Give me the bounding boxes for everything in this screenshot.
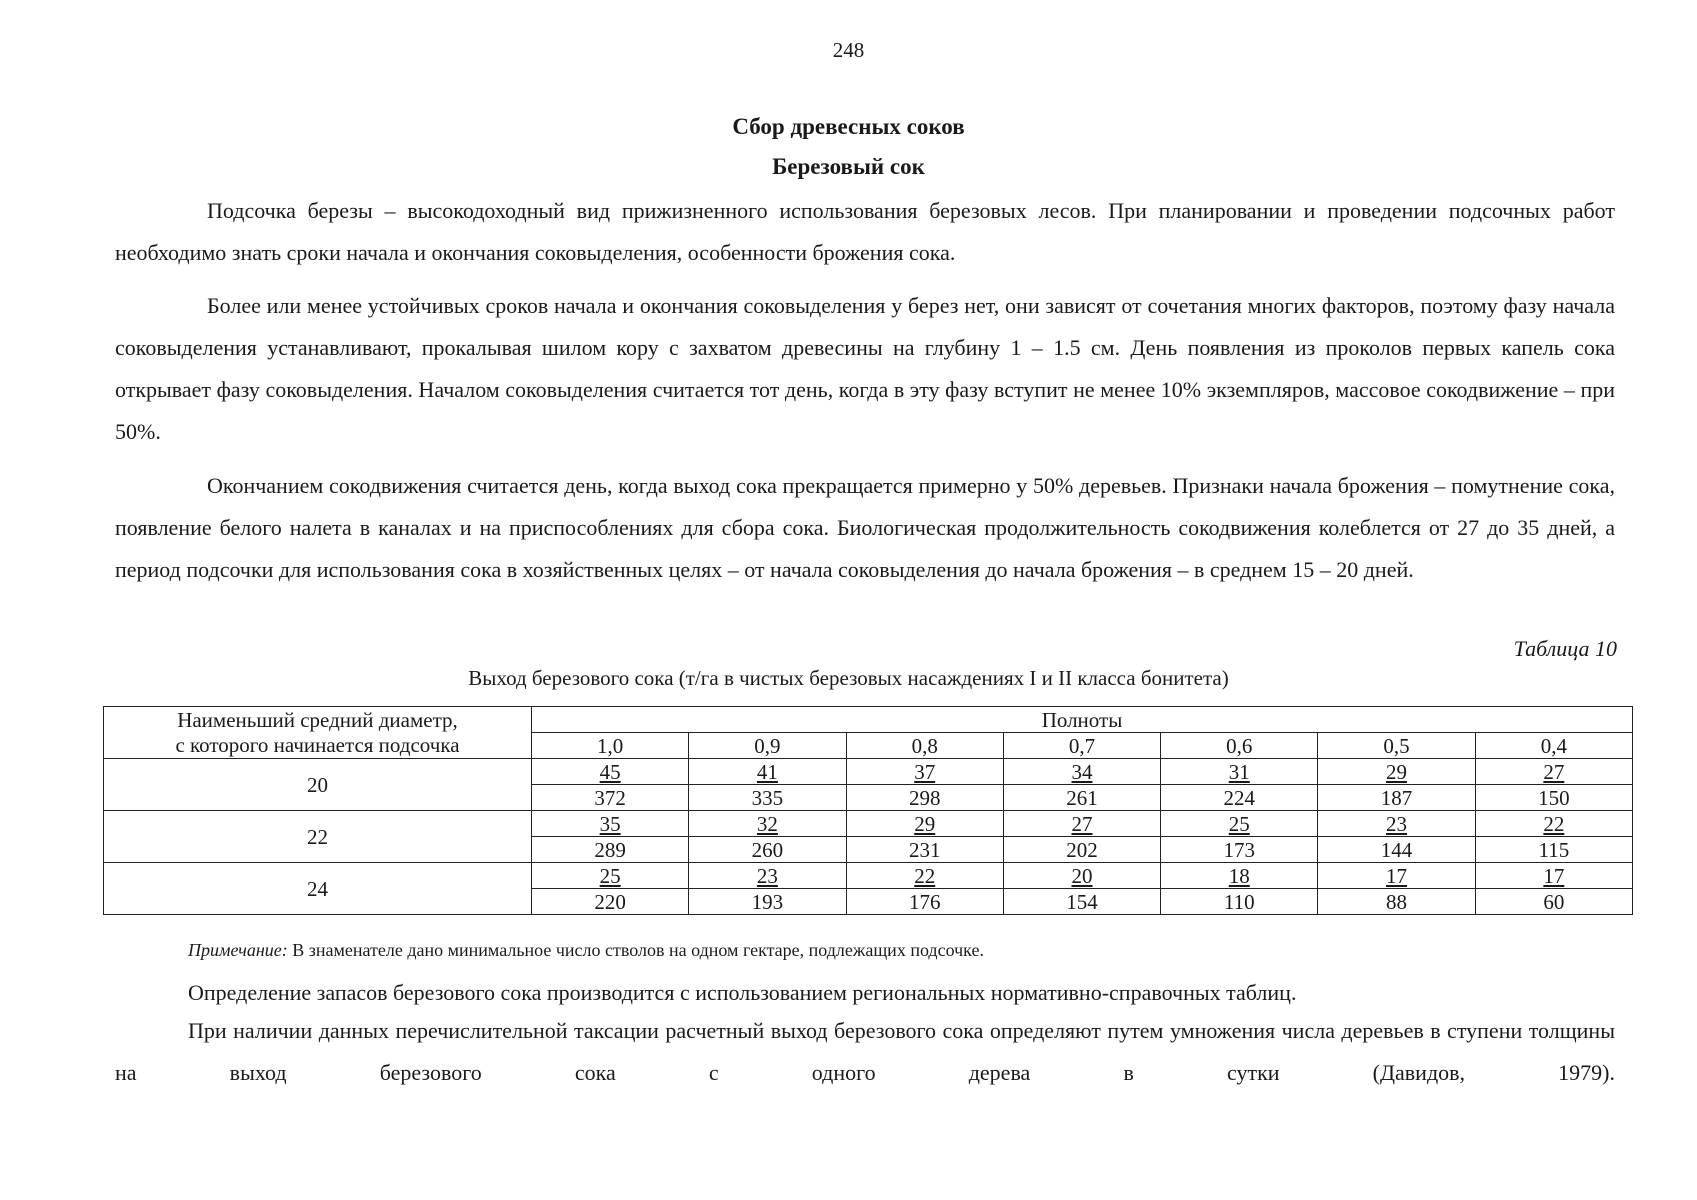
paragraph-1: Подсочка березы – высокодоходный вид прижизненного использования березовых лесов. При планировании и проведении подсочных работ необходимо знать сроки начала и окончания соковыделения, особенности брожения сока. [115,198,1615,265]
density-value: 0,8 [846,733,1003,759]
yield-cell: 29 [1318,759,1475,785]
sap-yield-table [103,706,1633,915]
density-value: 0,5 [1318,733,1475,759]
paragraph-4: Определение запасов березового сока производится с использованием региональных нормативно-справочных таблиц. [188,980,1297,1005]
trees-cell: 224 [1161,785,1318,811]
trees-cell: 144 [1318,837,1475,863]
yield-cell: 17 [1475,863,1632,889]
table-header-row [104,707,1633,733]
yield-cell: 25 [532,863,689,889]
yield-cell: 41 [689,759,846,785]
yield-cell: 29 [846,811,1003,837]
paragraph-5: При наличии данных перечислительной таксации расчетный выход березового сока определяют путем умножения числа деревьев в ступени толщины на выход березового сока с одного дерева в сутки (Давидов, 1979). [115,1018,1615,1085]
subsection-title: Березовый сок [772,154,925,179]
trees-cell: 115 [1475,837,1632,863]
table-label: Таблица 10 [1513,636,1617,661]
trees-cell: 298 [846,785,1003,811]
yield-cell: 22 [846,863,1003,889]
trees-cell: 110 [1161,889,1318,915]
trees-cell: 88 [1318,889,1475,915]
trees-cell: 261 [1003,785,1160,811]
diameter-header-line1: Наименьший средний диаметр, [177,707,458,732]
trees-cell: 220 [532,889,689,915]
paragraph-3: Окончанием сокодвижения считается день, когда выход сока прекращается примерно у 50% деревьев. Признаки начала брожения – помутнение сока, появление белого налета в каналах и на приспособлениях для сбора сока. Биологическая продолжительность сокодвижения колеблется от 27 до 35 дней, а период подсочки для использования сока в хозяйственных целях – от начала соковыделения до начала брожения – в среднем 15 – 20 дней. [115,473,1615,582]
table-caption: Выход березового сока (т/га в чистых березовых насаждениях I и II класса бонитета) [468,666,1229,690]
table-row [104,863,1633,889]
note-text: В знаменателе дано минимальное число стволов на одном гектаре, подлежащих подсочке. [287,940,984,960]
yield-cell: 35 [532,811,689,837]
density-value: 0,4 [1475,733,1632,759]
trees-cell: 176 [846,889,1003,915]
density-value: 0,9 [689,733,846,759]
table-row [104,811,1633,837]
trees-cell: 260 [689,837,846,863]
trees-cell: 289 [532,837,689,863]
trees-cell: 150 [1475,785,1632,811]
diameter-header [104,707,532,759]
yield-cell: 32 [689,811,846,837]
diameter-cell: 20 [104,759,532,811]
yield-cell: 25 [1161,811,1318,837]
trees-cell: 193 [689,889,846,915]
table-row [104,759,1633,785]
yield-cell: 17 [1318,863,1475,889]
yield-cell: 45 [532,759,689,785]
trees-cell: 202 [1003,837,1160,863]
section-title: Сбор древесных соков [732,114,965,139]
trees-cell: 187 [1318,785,1475,811]
yield-cell: 18 [1161,863,1318,889]
trees-cell: 231 [846,837,1003,863]
yield-cell: 22 [1475,811,1632,837]
trees-cell: 60 [1475,889,1632,915]
yield-cell: 37 [846,759,1003,785]
trees-cell: 335 [689,785,846,811]
trees-cell: 372 [532,785,689,811]
yield-cell: 34 [1003,759,1160,785]
density-value: 0,7 [1003,733,1160,759]
yield-cell: 23 [689,863,846,889]
density-header: Полноты [532,707,1633,733]
yield-cell: 31 [1161,759,1318,785]
table-note [188,940,984,961]
page-number: 248 [832,38,865,62]
yield-cell: 20 [1003,863,1160,889]
yield-cell: 27 [1003,811,1160,837]
diameter-cell: 24 [104,863,532,915]
paragraph-2: Более или менее устойчивых сроков начала и окончания соковыделения у берез нет, они зависят от сочетания многих факторов, поэтому фазу начала соковыделения устанавливают, прокалывая шилом кору с захватом древесины на глубину 1 – 1.5 см. День появления из проколов первых капель сока открывает фазу соковыделения. Началом соковыделения считается тот день, когда в эту фазу вступит не менее 10% экземпляров, массовое сокодвижение – при 50%. [115,293,1615,444]
density-value: 1,0 [532,733,689,759]
trees-cell: 154 [1003,889,1160,915]
density-value: 0,6 [1161,733,1318,759]
yield-cell: 27 [1475,759,1632,785]
diameter-header-line2: с которого начинается подсочка [175,732,460,757]
trees-cell: 173 [1161,837,1318,863]
note-label: Примечание: [188,940,288,960]
diameter-cell: 22 [104,811,532,863]
yield-cell: 23 [1318,811,1475,837]
